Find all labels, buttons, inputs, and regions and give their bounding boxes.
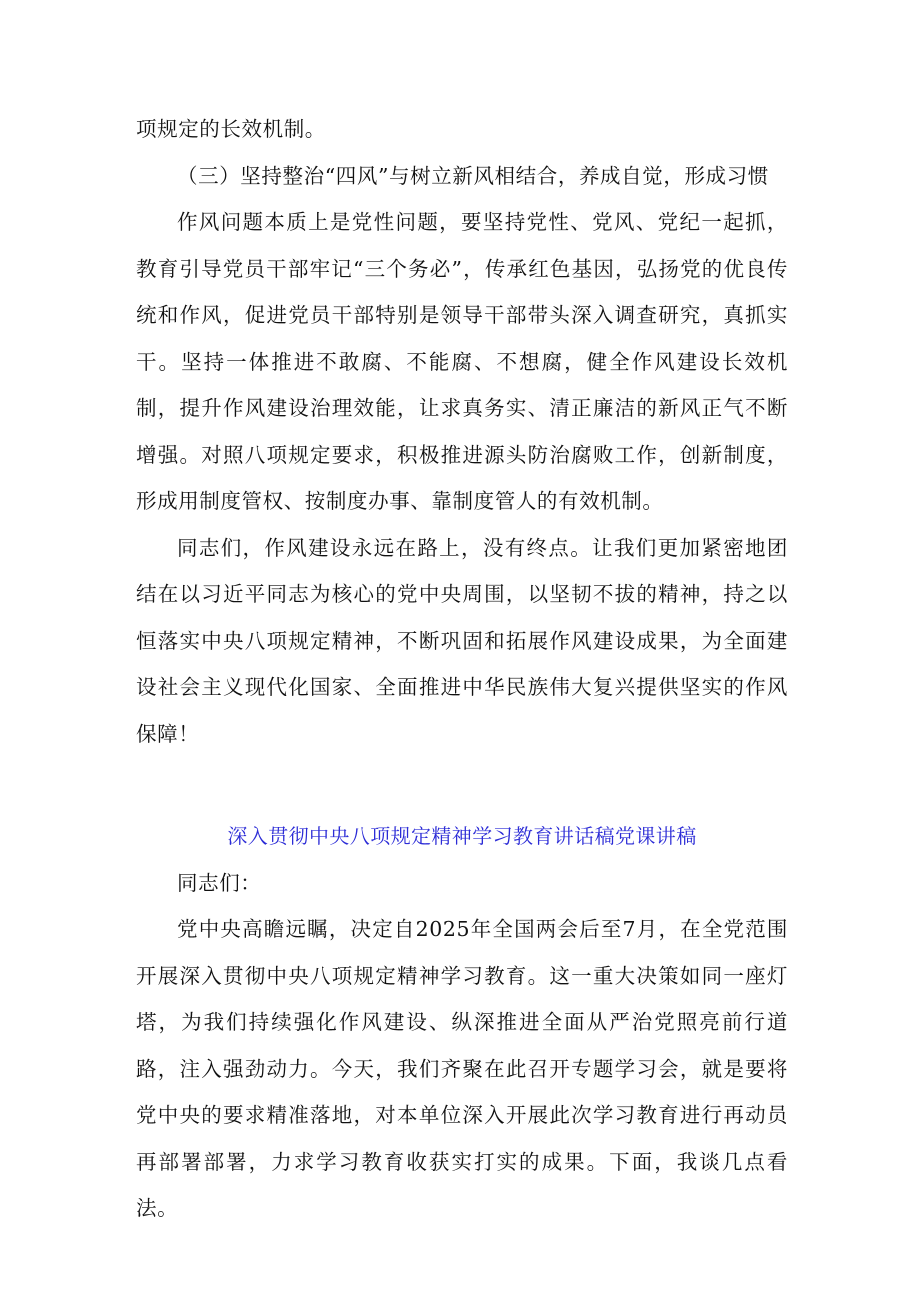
- document-title: 深入贯彻中央八项规定精神学习教育讲话稿党课讲稿: [227, 824, 697, 848]
- salutation: 同志们：: [177, 870, 262, 895]
- document-body: [136, 106, 788, 1232]
- section-spacer: [136, 757, 788, 813]
- section-heading: （三）坚持整治“四风”与树立新风相结合，养成自觉，形成习惯: [177, 163, 769, 188]
- body-paragraph-1: 作风问题本质上是党性问题，要坚持党性、党风、党纪一起抓，教育引导党员干部牢记“三个务必”，传承红色基因，弘扬党的优良传统和作风，促进党员干部特别是领导干部带头深入调查研究，真抓实干。坚持一体推进不敢腐、不能腐、不想腐，健全作风建设长效机制，提升作风建设治理效能，让求真务实、清正廉洁的新风正气不断增强。对照八项规定要求，积极推进源头防治腐败工作，创新制度，形成用制度管权、按制度办事、靠制度管人的有效机制。: [136, 210, 788, 513]
- body-paragraph-2: 同志们，作风建设永远在路上，没有终点。让我们更加紧密地团结在以习近平同志为核心的党中央周围，以坚韧不拔的精神，持之以恒落实中央八项规定精神，不断巩固和拓展作风建设成果，为全面建设社会主义现代化国家、全面推进中华民族伟大复兴提供坚实的作风保障！: [136, 535, 788, 746]
- continued-paragraph: 项规定的长效机制。: [136, 117, 326, 141]
- body-paragraph-3: 党中央高瞻远瞩，决定自2025年全国两会后至7月，在全党范围开展深入贯彻中央八项规定精神学习教育。这一重大决策如同一座灯塔，为我们持续强化作风建设、纵深推进全面从严治党照亮前行道路，注入强劲动力。今天，我们齐聚在此召开专题学习会，就是要将党中央的要求精准落地，对本单位深入开展此次学习教育进行再动员再部署部署，力求学习教育收获实打实的成果。下面，我谈几点看法。: [136, 917, 788, 1220]
